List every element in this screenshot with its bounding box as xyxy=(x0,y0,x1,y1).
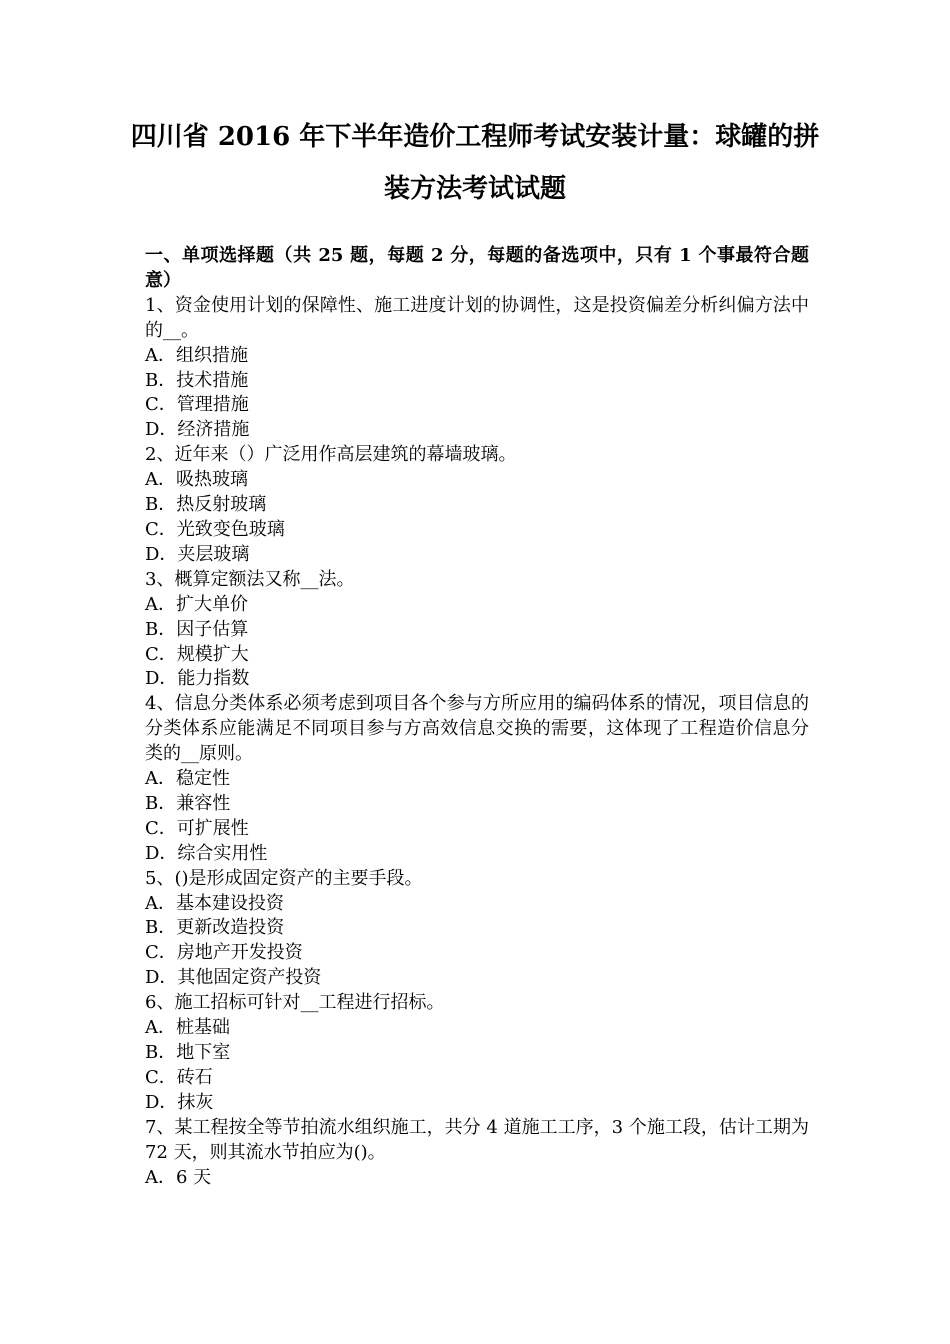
question-4 xyxy=(145,692,809,866)
question-6 xyxy=(145,991,809,1116)
question-1 xyxy=(145,294,809,443)
option-a: A．桩基础 xyxy=(145,1017,230,1039)
option-d: D．能力指数 xyxy=(145,668,250,690)
document-body xyxy=(145,244,809,1190)
option-a: A．6 天 xyxy=(145,1166,212,1188)
question-2 xyxy=(145,443,809,568)
option-c: C．房地产开发投资 xyxy=(145,942,303,964)
option-b: B．热反射玻璃 xyxy=(145,494,267,516)
option-d: D．经济措施 xyxy=(145,419,250,441)
option-d: D．夹层玻璃 xyxy=(145,543,250,565)
option-c: C．光致变色玻璃 xyxy=(145,518,285,540)
question-stem: 5、()是形成固定资产的主要手段。 xyxy=(145,867,423,889)
option-c: C．砖石 xyxy=(145,1066,213,1088)
question-stem: 3、概算定额法又称__法。 xyxy=(145,568,355,590)
option-a: A．扩大单价 xyxy=(145,593,248,615)
option-d: D．抹灰 xyxy=(145,1091,214,1113)
option-b: B．因子估算 xyxy=(145,618,249,640)
question-5 xyxy=(145,867,809,992)
option-d: D．其他固定资产投资 xyxy=(145,967,322,989)
option-b: B．更新改造投资 xyxy=(145,917,285,939)
option-a: A．基本建设投资 xyxy=(145,892,284,914)
option-c: C．管理措施 xyxy=(145,394,249,416)
question-stem: 7、某工程按全等节拍流水组织施工，共分 4 道施工工序，3 个施工段，估计工期为 72 天，则其流水节拍应为()。 xyxy=(145,1116,809,1163)
question-stem: 1、资金使用计划的保障性、施工进度计划的协调性，这是投资偏差分析纠偏方法中的__。 xyxy=(145,294,809,341)
option-b: B．兼容性 xyxy=(145,792,231,814)
question-7 xyxy=(145,1116,809,1191)
option-b: B．地下室 xyxy=(145,1042,231,1063)
question-3 xyxy=(145,568,809,693)
document-title-line-2: 装方法考试试题 xyxy=(383,174,566,204)
question-stem: 2、近年来（）广泛用作高层建筑的幕墙玻璃。 xyxy=(145,444,517,466)
option-d: D．综合实用性 xyxy=(145,842,268,864)
option-a: A．组织措施 xyxy=(145,344,248,366)
option-b: B．技术措施 xyxy=(145,369,249,391)
document-title-line-1: 四川省 2016 年下半年造价工程师考试安装计量：球罐的拼 xyxy=(130,122,820,152)
question-stem: 4、信息分类体系必须考虑到项目各个参与方所应用的编码体系的情况，项目信息的分类体系应能满足不同项目参与方高效信息交换的需要，这体现了工程造价信息分类的__原则。 xyxy=(145,693,809,765)
option-a: A．吸热玻璃 xyxy=(145,469,248,491)
option-c: C．可扩展性 xyxy=(145,817,249,839)
section-heading: 一、单项选择题（共 25 题，每题 2 分，每题的备选项中，只有 1 个事最符合题意） xyxy=(145,245,809,291)
question-stem: 6、施工招标可针对__工程进行招标。 xyxy=(145,992,445,1014)
option-c: C．规模扩大 xyxy=(145,643,249,665)
option-a: A．稳定性 xyxy=(145,768,230,790)
